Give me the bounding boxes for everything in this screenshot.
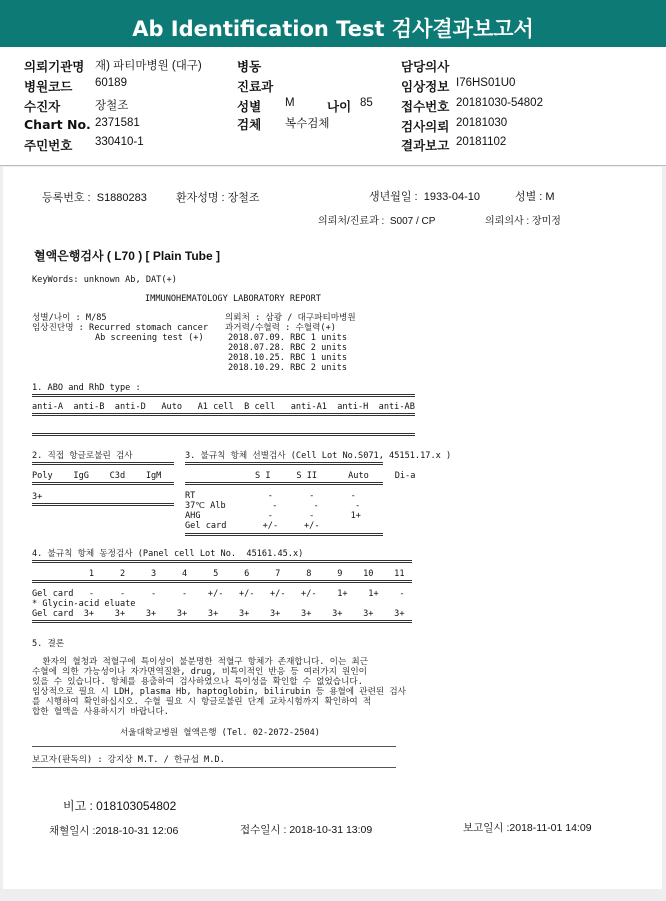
dat-title: 2. 직접 항글로불린 검사 bbox=[32, 451, 133, 461]
report-date-label: 결과보고 bbox=[401, 138, 450, 153]
divider bbox=[32, 560, 412, 563]
sex-value: M bbox=[285, 97, 295, 109]
panel-row-2: Gel card 3+ 3+ 3+ 3+ 3+ 3+ 3+ 3+ 3+ 3+ 3+ bbox=[32, 609, 405, 619]
tx-history-3: 2018.10.25. RBC 1 units bbox=[228, 353, 347, 363]
conclusion-line: 를 시행하여 확인하십시오. 수혈 필요 시 항글로불린 단계 교차시험까지 확인하여 적 bbox=[32, 697, 372, 707]
divider bbox=[32, 413, 415, 416]
divider bbox=[32, 462, 174, 465]
transfusion-history: 과거력/수혈력 : 수혈력(+) bbox=[225, 323, 336, 333]
irregular-ab-row: AHG - - 1+ bbox=[185, 511, 361, 521]
divider bbox=[32, 433, 415, 436]
dept-label: 진료과 bbox=[237, 79, 274, 94]
clinical-info-value: I76HS01U0 bbox=[456, 77, 516, 89]
conclusion-title: 5. 결론 bbox=[32, 639, 65, 649]
conclusion-line: 합한 혈액을 사용하시기 바랍니다. bbox=[32, 707, 169, 717]
requesting-doctor: 의뢰의사 : 장미정 bbox=[485, 216, 561, 227]
scanned-report bbox=[3, 167, 662, 889]
panel-headers: 1 2 3 4 5 6 7 8 9 10 11 bbox=[32, 569, 405, 579]
divider bbox=[185, 482, 383, 485]
irregular-ab-row: Gel card +/- +/- bbox=[185, 521, 320, 531]
age-value: 85 bbox=[360, 97, 373, 109]
sex-age: 성별/나이 : M/85 bbox=[32, 313, 107, 323]
panel-row-1: Gel card - - - - +/- +/- +/- +/- 1+ 1+ - bbox=[32, 589, 405, 599]
lab-report-title: IMMUNOHEMATOLOGY LABORATORY REPORT bbox=[145, 294, 321, 304]
birth-date: 생년월일 : 1933-04-10 bbox=[369, 191, 480, 203]
tx-history-4: 2018.10.29. RBC 2 units bbox=[228, 363, 347, 373]
irregular-ab-title: 3. 불규칙 항체 선별검사 (Cell Lot No.S071, 45151.17.x ) bbox=[185, 451, 452, 461]
patient-label: 수진자 bbox=[24, 99, 61, 114]
divider bbox=[32, 767, 396, 768]
receipt-no-label: 접수번호 bbox=[401, 99, 450, 114]
id-value: 330410-1 bbox=[95, 136, 144, 148]
section-title: 혈액은행검사 ( L70 ) [ Plain Tube ] bbox=[34, 249, 221, 263]
divider bbox=[32, 503, 174, 506]
receipt-no-value: 20181030-54802 bbox=[456, 97, 543, 109]
patient-value: 장철조 bbox=[95, 100, 129, 112]
reg-no: 등록번호 : S1880283 bbox=[42, 192, 147, 204]
requester: 의뢰처/진료과 : S007 / CP bbox=[318, 216, 436, 227]
divider bbox=[185, 533, 383, 536]
sex-label: 성별 bbox=[237, 99, 262, 114]
institution-value: 재) 파티마병원 (대구) bbox=[95, 60, 202, 72]
physician-label: 담당의사 bbox=[401, 59, 450, 74]
report-date-value: 20181102 bbox=[456, 136, 507, 148]
conclusion-line: 환자의 혈청과 적혈구에 특이성이 불분명한 적혈구 항체가 존재합니다. 이는 최근 bbox=[32, 657, 369, 667]
specimen-label: 검체 bbox=[237, 117, 262, 132]
irregular-ab-row: 37℃ Alb - - - bbox=[185, 501, 361, 511]
report-title: Ab Identification Test 검사결과보고서 bbox=[132, 17, 534, 41]
tx-history-1: 2018.07.09. RBC 1 units bbox=[228, 333, 347, 343]
divider bbox=[32, 482, 174, 485]
age-label: 나이 bbox=[327, 99, 352, 114]
abo-title: 1. ABO and RhD type : bbox=[32, 383, 141, 393]
request-date-value: 20181030 bbox=[456, 117, 508, 129]
header-info bbox=[0, 47, 666, 166]
requesting-place: 의뢰처 : 삼광 / 대구파티마병원 bbox=[225, 313, 356, 323]
reporter: 보고자(판독의) : 강지상 M.T. / 한규섭 M.D. bbox=[32, 755, 225, 765]
divider bbox=[32, 746, 396, 747]
institution-label: 의뢰기관명 bbox=[24, 59, 85, 74]
abo-headers: anti-A anti-B anti-D Auto A1 cell B cell anti-A1 anti-H anti-AB bbox=[32, 402, 415, 412]
lab-contact: 서울대학교병원 혈액은행 (Tel. 02-2072-2504) bbox=[120, 728, 320, 738]
divider bbox=[32, 580, 412, 583]
irregular-ab-headers: S I S II Auto Di-a bbox=[255, 471, 416, 481]
panel-note: * Glycin-acid eluate bbox=[32, 599, 136, 609]
panel-title: 4. 불규칙 항체 동정검사 (Panel cell Lot No. 45161.45.x) bbox=[32, 549, 304, 559]
dat-values: 3+ bbox=[32, 492, 43, 502]
collection-time: 채혈일시 :2018-10-31 12:06 bbox=[49, 825, 179, 837]
request-date-label: 검사의뢰 bbox=[401, 119, 450, 134]
divider bbox=[32, 620, 412, 623]
patient-name: 환자성명 : 장철조 bbox=[176, 192, 260, 204]
report-banner bbox=[0, 0, 666, 47]
dat-headers: Poly IgG C3d IgM bbox=[32, 471, 162, 481]
report-time: 보고일시 :2018-11-01 14:09 bbox=[463, 822, 592, 834]
irregular-ab-row: RT - - - bbox=[185, 491, 356, 501]
specimen-value: 복수검체 bbox=[285, 118, 330, 130]
divider bbox=[32, 394, 415, 397]
conclusion-line: 있을 수 있습니다. 항체를 용출하여 검사하였으나 특이성을 확인할 수 없었습니다. bbox=[32, 677, 363, 687]
conclusion-line: 수혈에 의한 가능성이나 자가면역질환, drug, 비특이적인 반응 등 여러가지 원인이 bbox=[32, 667, 367, 677]
conclusion-line: 임상적으로 필요 시 LDH, plasma Hb, haptoglobin, bilirubin 등 용혈에 관련된 검사 bbox=[32, 687, 406, 697]
chart-no-value: 2371581 bbox=[95, 117, 140, 129]
sex: 성별 : M bbox=[515, 191, 555, 203]
tx-history-2: 2018.07.28. RBC 2 units bbox=[228, 343, 347, 353]
diagnosis-2: Ab screening test (+) bbox=[95, 333, 204, 343]
hospital-code-label: 병원코드 bbox=[24, 79, 73, 94]
ward-label: 병동 bbox=[237, 59, 262, 74]
chart-no-label: Chart No. bbox=[24, 117, 91, 132]
remark: 비고 : 018103054802 bbox=[63, 799, 177, 813]
id-label: 주민번호 bbox=[24, 138, 73, 153]
divider bbox=[185, 462, 383, 465]
keywords: KeyWords: unknown Ab, DAT(+) bbox=[32, 275, 177, 285]
clinical-info-label: 임상정보 bbox=[401, 79, 450, 94]
diagnosis: 임상진단명 : Recurred stomach cancer bbox=[32, 323, 209, 333]
hospital-code-value: 60189 bbox=[95, 77, 127, 89]
receipt-time: 접수일시 : 2018-10-31 13:09 bbox=[240, 824, 373, 836]
